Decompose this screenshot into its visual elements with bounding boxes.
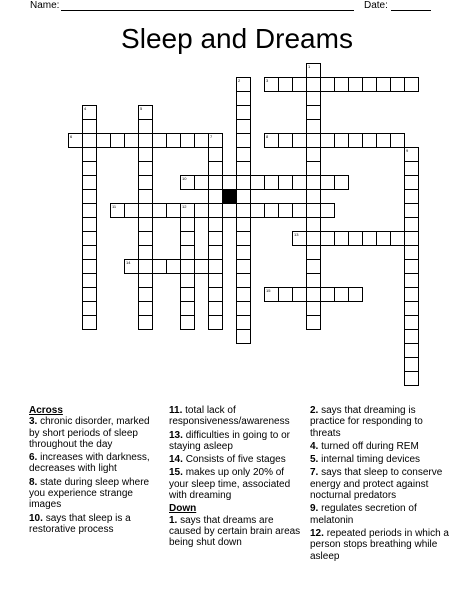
crossword-cell[interactable] — [348, 231, 363, 246]
crossword-clue-number: 14 — [126, 260, 131, 265]
crossword-cell[interactable] — [362, 133, 377, 148]
crossword-cell[interactable] — [390, 77, 405, 92]
crossword-cell[interactable] — [180, 175, 195, 190]
crossword-cell[interactable] — [264, 77, 279, 92]
crossword-cell[interactable] — [320, 287, 335, 302]
clue-across-11: 11. total lack of responsiveness/awareness — [169, 405, 290, 428]
crossword-cell[interactable] — [236, 77, 251, 92]
clue-across-3: 3. chronic disorder, marked by short periods of sleep throughout the day — [29, 416, 150, 450]
crossword-cell[interactable] — [250, 203, 265, 218]
crossword-clue-number: 2 — [238, 78, 241, 83]
crossword-cell[interactable] — [292, 133, 307, 148]
crossword-cell[interactable] — [292, 287, 307, 302]
crossword-cell[interactable] — [110, 133, 125, 148]
clue-across-15: 15. makes up only 20% of your sleep time, associated with dreaming — [169, 467, 291, 502]
crossword-cell[interactable] — [208, 287, 223, 302]
across-heading: Across — [29, 405, 63, 416]
crossword-cell[interactable] — [376, 231, 391, 246]
crossword-cell[interactable] — [180, 287, 195, 302]
crossword-cell[interactable] — [348, 133, 363, 148]
crossword-cell[interactable] — [138, 259, 153, 274]
crossword-cell[interactable] — [306, 203, 321, 218]
crossword-cell[interactable] — [222, 175, 237, 190]
crossword-cell[interactable] — [390, 133, 405, 148]
crossword-cell[interactable] — [404, 343, 419, 358]
crossword-clue-number: 11 — [112, 204, 117, 209]
crossword-clue-number: 1 — [308, 64, 311, 69]
crossword-cell[interactable] — [194, 175, 209, 190]
crossword-cell[interactable] — [208, 273, 223, 288]
crossword-cell[interactable] — [334, 287, 349, 302]
crossword-cell[interactable] — [124, 203, 139, 218]
crossword-cell[interactable] — [82, 301, 97, 316]
crossword-cell[interactable] — [208, 147, 223, 162]
crossword-cell[interactable] — [82, 133, 97, 148]
crossword-cell[interactable] — [124, 259, 139, 274]
clue-down-12: 12. repeated periods in which a person stops breathing while asleep — [310, 527, 449, 562]
crossword-cell[interactable] — [68, 133, 83, 148]
crossword-cell[interactable] — [376, 133, 391, 148]
crossword-cell[interactable] — [404, 203, 419, 218]
crossword-cell[interactable] — [306, 301, 321, 316]
crossword-cell[interactable] — [404, 175, 419, 190]
crossword-cell[interactable] — [208, 133, 223, 148]
clue-down-5: 5. internal timing devices — [310, 454, 421, 466]
crossword-cell[interactable] — [236, 273, 251, 288]
crossword-cell[interactable] — [306, 119, 321, 134]
crossword-cell[interactable] — [306, 133, 321, 148]
crossword-cell[interactable] — [236, 203, 251, 218]
crossword-cell[interactable] — [306, 189, 321, 204]
crossword-cell[interactable] — [180, 259, 195, 274]
crossword-cell[interactable] — [138, 175, 153, 190]
crossword-cell[interactable] — [110, 203, 125, 218]
crossword-cell[interactable] — [362, 231, 377, 246]
crossword-cell[interactable] — [306, 147, 321, 162]
crossword-cell[interactable] — [208, 259, 223, 274]
crossword-cell[interactable] — [138, 231, 153, 246]
crossword-cell[interactable] — [320, 175, 335, 190]
crossword-cell[interactable] — [236, 287, 251, 302]
crossword-cell[interactable] — [404, 273, 419, 288]
crossword-cell[interactable] — [180, 217, 195, 232]
crossword-clue-number: 15 — [266, 288, 271, 293]
crossword-cell[interactable] — [306, 231, 321, 246]
crossword-cell[interactable] — [152, 259, 167, 274]
crossword-cell[interactable] — [264, 133, 279, 148]
clue-down-9: 9. regulates secretion of melatonin — [310, 503, 417, 526]
crossword-cell[interactable] — [96, 133, 111, 148]
crossword-cell[interactable] — [236, 119, 251, 134]
crossword-cell[interactable] — [404, 189, 419, 204]
clue-down-7: 7. says that sleep to conserve energy and protect against nocturnal predators — [310, 467, 443, 502]
page-title: Sleep and Dreams — [121, 23, 353, 54]
crossword-cell[interactable] — [208, 231, 223, 246]
crossword-cell[interactable] — [306, 77, 321, 92]
crossword-cell[interactable] — [320, 203, 335, 218]
crossword-cell[interactable] — [208, 315, 223, 330]
crossword-clue-number: 6 — [70, 134, 73, 139]
crossword-cell[interactable] — [278, 203, 293, 218]
crossword-cell[interactable] — [236, 175, 251, 190]
crossword-cell[interactable] — [404, 77, 419, 92]
crossword-cell[interactable] — [208, 203, 223, 218]
crossword-cell[interactable] — [264, 287, 279, 302]
crossword-cell[interactable] — [236, 147, 251, 162]
crossword-cell[interactable] — [82, 203, 97, 218]
crossword-cell[interactable] — [82, 259, 97, 274]
crossword-cell[interactable] — [250, 175, 265, 190]
crossword-cell[interactable] — [334, 231, 349, 246]
crossword-cell[interactable] — [278, 133, 293, 148]
crossword-black-cell — [222, 189, 237, 204]
crossword-cell[interactable] — [138, 119, 153, 134]
clue-across-13: 13. difficulties in going to or staying asleep — [169, 429, 291, 452]
crossword-cell[interactable] — [292, 203, 307, 218]
down-heading: Down — [169, 503, 197, 515]
crossword-cell[interactable] — [320, 77, 335, 92]
crossword-cell[interactable] — [404, 217, 419, 232]
crossword-cell[interactable] — [236, 315, 251, 330]
crossword-cell[interactable] — [82, 273, 97, 288]
crossword-cell[interactable] — [404, 357, 419, 372]
crossword-cell[interactable] — [180, 203, 195, 218]
clue-down-1: 1. says that dreams are caused by certain brain areas being shut down — [169, 514, 301, 549]
clue-across-6: 6. increases with darkness, decreases with light — [29, 452, 150, 475]
crossword-clue-number: 10 — [182, 176, 187, 181]
crossword-cell[interactable] — [404, 287, 419, 302]
crossword-cell[interactable] — [404, 245, 419, 260]
crossword-cell[interactable] — [208, 189, 223, 204]
crossword-cell[interactable] — [376, 77, 391, 92]
crossword-cell[interactable] — [138, 147, 153, 162]
crossword-cell[interactable] — [152, 133, 167, 148]
crossword-cell[interactable] — [194, 133, 209, 148]
crossword-clue-number: 9 — [406, 148, 409, 153]
crossword-cell[interactable] — [404, 259, 419, 274]
crossword-cell[interactable] — [264, 203, 279, 218]
crossword-cell[interactable] — [236, 133, 251, 148]
crossword-cell[interactable] — [404, 231, 419, 246]
crossword-cell[interactable] — [404, 371, 419, 386]
crossword-cell[interactable] — [236, 231, 251, 246]
crossword-cell[interactable] — [320, 231, 335, 246]
crossword-cell[interactable] — [138, 133, 153, 148]
crossword-cell[interactable] — [306, 175, 321, 190]
crossword-cell[interactable] — [404, 315, 419, 330]
crossword-cell[interactable] — [208, 301, 223, 316]
clue-down-2: 2. says that dreaming is practice for responding to threats — [310, 405, 423, 439]
crossword-cell[interactable] — [152, 203, 167, 218]
crossword-clue-number: 3 — [266, 78, 269, 83]
crossword-cell[interactable] — [278, 175, 293, 190]
crossword-cell[interactable] — [292, 77, 307, 92]
crossword-cell[interactable] — [124, 133, 139, 148]
crossword-cell[interactable] — [166, 259, 181, 274]
crossword-cell[interactable] — [180, 273, 195, 288]
crossword-cell[interactable] — [236, 329, 251, 344]
crossword-cell[interactable] — [404, 301, 419, 316]
crossword-cell[interactable] — [306, 63, 321, 78]
crossword-cell[interactable] — [236, 161, 251, 176]
crossword-cell[interactable] — [138, 273, 153, 288]
crossword-cell[interactable] — [348, 287, 363, 302]
clue-across-10: 10. says that sleep is a restorative process — [29, 512, 131, 535]
crossword-cell[interactable] — [82, 161, 97, 176]
crossword-cell[interactable] — [292, 231, 307, 246]
crossword-cell[interactable] — [82, 231, 97, 246]
crossword-cell[interactable] — [222, 203, 237, 218]
clues-column-3 — [310, 405, 450, 564]
crossword-cell[interactable] — [306, 217, 321, 232]
crossword-clue-number: 13 — [294, 232, 299, 237]
crossword-cell[interactable] — [180, 301, 195, 316]
crossword-cell[interactable] — [264, 175, 279, 190]
crossword-cell[interactable] — [180, 231, 195, 246]
crossword-cell[interactable] — [362, 77, 377, 92]
crossword-cell[interactable] — [404, 161, 419, 176]
crossword-cell[interactable] — [278, 287, 293, 302]
crossword-cell[interactable] — [180, 133, 195, 148]
crossword-cell[interactable] — [334, 77, 349, 92]
crossword-cell[interactable] — [194, 259, 209, 274]
crossword-cell[interactable] — [180, 315, 195, 330]
crossword-clue-number: 7 — [210, 134, 213, 139]
crossword-cell[interactable] — [138, 189, 153, 204]
crossword-cell[interactable] — [390, 231, 405, 246]
crossword-cell[interactable] — [82, 105, 97, 120]
crossword-cell[interactable] — [306, 245, 321, 260]
crossword-clue-number: 4 — [84, 106, 87, 111]
crossword-cell[interactable] — [194, 203, 209, 218]
clue-across-8: 8. state during sleep where you experience strange images — [29, 476, 150, 511]
date-label: Date: — [364, 0, 388, 11]
crossword-cell[interactable] — [208, 161, 223, 176]
crossword-cell[interactable] — [306, 91, 321, 106]
name-label: Name: — [30, 0, 60, 11]
crossword-cell[interactable] — [236, 259, 251, 274]
crossword-cell[interactable] — [306, 315, 321, 330]
crossword-clue-number: 12 — [182, 204, 187, 209]
crossword-cell[interactable] — [82, 175, 97, 190]
crossword-clue-number: 8 — [266, 134, 269, 139]
crossword-cell[interactable] — [82, 147, 97, 162]
crossword-cell[interactable] — [208, 217, 223, 232]
crossword-cell[interactable] — [348, 77, 363, 92]
crossword-cell[interactable] — [236, 105, 251, 120]
crossword-cell[interactable] — [236, 189, 251, 204]
crossword-cell[interactable] — [306, 259, 321, 274]
crossword-cell[interactable] — [278, 77, 293, 92]
clues-column-2 — [169, 405, 301, 551]
crossword-cell[interactable] — [138, 301, 153, 316]
crossword-cell[interactable] — [166, 133, 181, 148]
crossword-cell[interactable] — [82, 315, 97, 330]
crossword-clue-number: 5 — [140, 106, 143, 111]
crossword-cell[interactable] — [180, 245, 195, 260]
crossword-cell[interactable] — [166, 203, 181, 218]
crossword-cell[interactable] — [306, 287, 321, 302]
crossword-cell[interactable] — [334, 175, 349, 190]
crossword-cell[interactable] — [138, 287, 153, 302]
clues-column-1 — [29, 405, 159, 537]
crossword-cell[interactable] — [404, 329, 419, 344]
crossword-cell[interactable] — [82, 245, 97, 260]
crossword-cell[interactable] — [138, 217, 153, 232]
crossword-cell[interactable] — [292, 175, 307, 190]
crossword-cell[interactable] — [320, 133, 335, 148]
crossword-cell[interactable] — [306, 273, 321, 288]
crossword-cell[interactable] — [208, 175, 223, 190]
crossword-cell[interactable] — [138, 105, 153, 120]
crossword-cell[interactable] — [82, 119, 97, 134]
crossword-cell[interactable] — [236, 245, 251, 260]
crossword-cell[interactable] — [138, 315, 153, 330]
crossword-cell[interactable] — [138, 245, 153, 260]
crossword-cell[interactable] — [138, 161, 153, 176]
crossword-cell[interactable] — [138, 203, 153, 218]
crossword-cell[interactable] — [306, 105, 321, 120]
crossword-cell[interactable] — [306, 161, 321, 176]
crossword-cell[interactable] — [82, 287, 97, 302]
crossword-cell[interactable] — [404, 147, 419, 162]
crossword-cell[interactable] — [334, 133, 349, 148]
crossword-cell[interactable] — [236, 217, 251, 232]
crossword-cell[interactable] — [82, 217, 97, 232]
clue-down-4: 4. turned off during REM — [310, 440, 419, 452]
crossword-cell[interactable] — [236, 301, 251, 316]
crossword-cell[interactable] — [208, 245, 223, 260]
crossword-cell[interactable] — [236, 91, 251, 106]
clue-across-14: 14. Consists of five stages — [169, 454, 286, 466]
crossword-cell[interactable] — [82, 189, 97, 204]
